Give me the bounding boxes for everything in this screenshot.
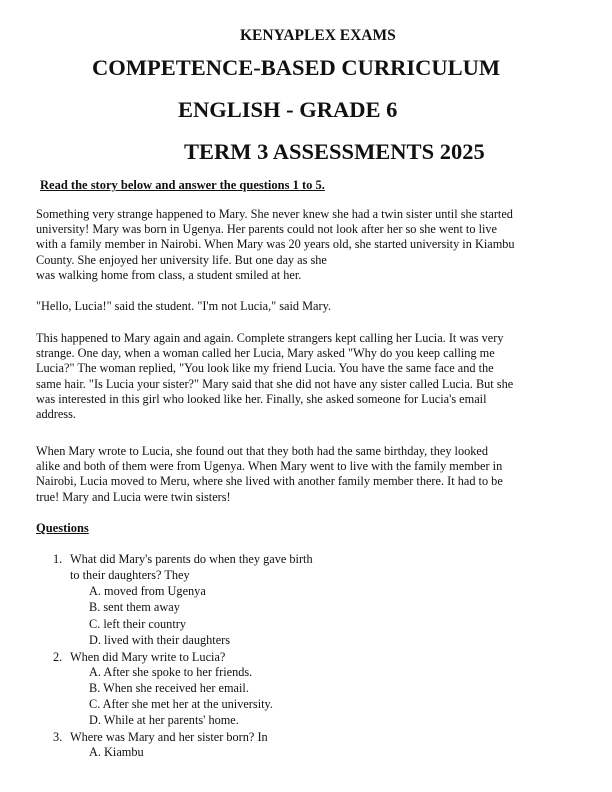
question-1-option-c: C. left their country [89,617,186,631]
publisher-title: KENYAPLEX EXAMS [240,27,396,44]
story-paragraph-3 [36,331,596,422]
story-line: address. [36,407,76,422]
story-paragraph-4 [36,444,596,505]
instruction-text: Read the story below and answer the questions 1 to 5. [40,178,325,192]
story-line: This happened to Mary again and again. Complete strangers kept calling her Lucia. It was very [36,331,504,345]
story-line: Nairobi, Lucia moved to Meru, where she lived with another family member there. It had to be [36,474,503,489]
question-1-option-a: A. moved from Ugenya [89,584,206,598]
question-3-option-a: A. Kiambu [89,745,144,759]
story-line: strange. One day, when a woman called her Lucia, Mary asked "Why do you keep calling me [36,346,495,361]
question-1-option-b: B. sent them away [89,600,180,614]
question-3 [53,729,268,745]
question-number: 3. [53,730,63,744]
question-number: 1. [53,552,63,566]
story-line: Something very strange happened to Mary. She never knew she had a twin sister until she started [36,207,513,221]
story-line: "Hello, Lucia!" said the student. "I'm not Lucia," said Mary. [36,299,332,313]
story-line: with a family member in Nairobi. When Mary was 20 years old, she started university in Kiambu [36,237,515,252]
question-2 [53,649,225,665]
question-2-option-c: C. After she met her at the university. [89,697,273,711]
question-text: Where was Mary and her sister born? In [70,730,268,744]
story-line: Lucia?" The woman replied, "You look like my friend Lucia. You have the same face and the [36,361,494,376]
story-paragraph-2 [36,299,596,314]
curriculum-title: COMPETENCE-BASED CURRICULUM [92,55,501,80]
questions-heading: Questions [36,521,89,535]
story-line: same hair. "Is Lucia your sister?" Mary said that she did not have any sister called Lucia. But she [36,376,514,391]
subject-title: ENGLISH - GRADE 6 [178,97,398,122]
story-line: When Mary wrote to Lucia, she found out that they both had the same birthday, they looked [36,444,489,458]
story-line: alike and both of them were from Ugenya. When Mary went to live with the family member in [36,459,503,474]
term-title: TERM 3 ASSESSMENTS 2025 [184,139,485,164]
story-line: university! Mary was born in Ugenya. Her parents could not look after her so she went to live [36,222,498,237]
question-2-option-a: A. After she spoke to her friends. [89,665,253,679]
question-1 [53,551,313,567]
question-2-option-b: B. When she received her email. [89,681,249,695]
story-line: County. She enjoyed her university life. But one day as she [36,252,327,267]
story-line: was walking home from class, a student smiled at her. [36,267,302,282]
question-1-continued: to their daughters? They [70,568,190,582]
story-paragraph-1 [36,207,596,283]
question-1-option-d: D. lived with their daughters [89,633,231,647]
question-2-option-d: D. While at her parents' home. [89,713,239,727]
question-text: What did Mary's parents do when they gave birth [70,552,313,566]
story-line: true! Mary and Lucia were twin sisters! [36,489,231,504]
story-line: was interested in this girl who looked like her. Finally, she asked someone for Lucia's email [36,391,487,406]
question-number: 2. [53,650,63,664]
question-text: When did Mary write to Lucia? [70,650,226,664]
